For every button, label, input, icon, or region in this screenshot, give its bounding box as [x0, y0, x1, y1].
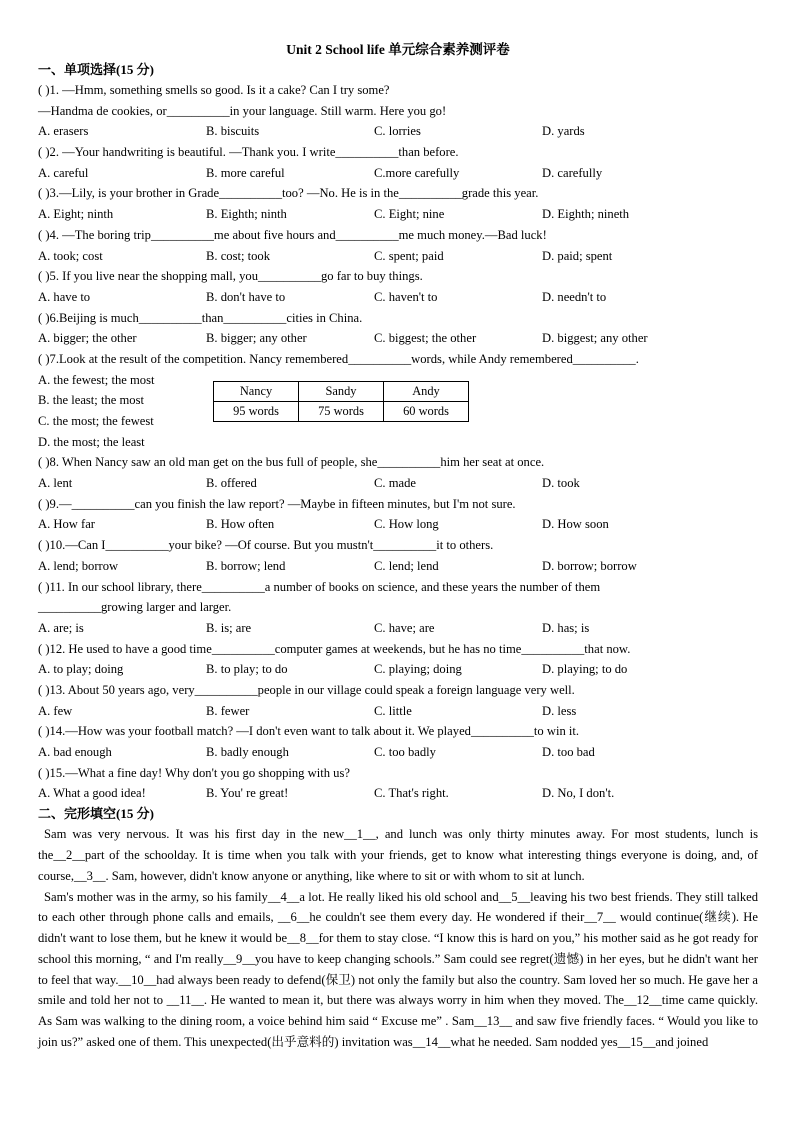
question-3-options — [38, 204, 758, 225]
question-9-stem: ( )9.—__________can you finish the law report? —Maybe in fifteen minutes, but I'm not sure. — [38, 496, 516, 511]
question-10-option-d[interactable]: D. borrow; borrow — [542, 558, 637, 573]
results-table-cell: Andy — [384, 381, 469, 401]
question-6-options — [38, 328, 758, 349]
question-13-option-c[interactable]: C. little — [374, 703, 412, 718]
question-14-options — [38, 742, 758, 763]
question-11-stem: __________growing larger and larger. — [38, 600, 232, 615]
section2-heading: 二、完形填空(15 分) — [38, 806, 154, 822]
page-title: Unit 2 School life 单元综合素养测评卷 — [286, 42, 510, 57]
question-11-option-b[interactable]: B. is; are — [206, 620, 252, 635]
question-3-option-c[interactable]: C. Eight; nine — [374, 207, 445, 222]
question-14-option-b[interactable]: B. badly enough — [206, 745, 289, 760]
question-13-option-b[interactable]: B. fewer — [206, 703, 250, 718]
question-13-options — [38, 701, 758, 722]
question-8-option-c[interactable]: C. made — [374, 476, 416, 491]
question-9-option-c[interactable]: C. How long — [374, 517, 439, 532]
exam-page — [38, 40, 758, 1053]
question-7-option-c[interactable]: C. the most; the fewest — [38, 414, 154, 428]
question-10-stem: ( )10.—Can I__________your bike? —Of course. But you mustn't__________it to others. — [38, 538, 494, 553]
question-8-option-a[interactable]: A. lent — [38, 476, 73, 491]
question-5-option-b[interactable]: B. don't have to — [206, 289, 286, 304]
question-3-option-d[interactable]: D. Eighth; nineth — [542, 207, 630, 222]
results-table-row — [214, 381, 469, 401]
question-5-option-c[interactable]: C. haven't to — [374, 289, 438, 304]
question-14-option-a[interactable]: A. bad enough — [38, 745, 112, 760]
question-13-stem: ( )13. About 50 years ago, very__________people in our village could speak a foreign language very well. — [38, 682, 575, 697]
question-1-option-b[interactable]: B. biscuits — [206, 124, 260, 139]
question-1-option-a[interactable]: A. erasers — [38, 124, 89, 139]
question-2-stem: ( )2. —Your handwriting is beautiful. —Thank you. I write__________than before. — [38, 145, 459, 160]
question-2-option-b[interactable]: B. more careful — [206, 165, 285, 180]
question-9-option-d[interactable]: D. How soon — [542, 517, 609, 532]
question-11-option-a[interactable]: A. are; is — [38, 620, 84, 635]
question-7-option-b[interactable]: B. the least; the most — [38, 393, 144, 408]
question-11-option-c[interactable]: C. have; are — [374, 620, 435, 635]
question-12-option-c[interactable]: C. playing; doing — [374, 662, 462, 677]
question-15-option-c[interactable]: C. That's right. — [374, 786, 449, 801]
question-15-options — [38, 783, 758, 804]
question-11-option-d[interactable]: D. has; is — [542, 620, 590, 635]
question-1-option-c[interactable]: C. lorries — [374, 124, 421, 139]
question-6-option-d[interactable]: D. biggest; any other — [542, 331, 648, 346]
question-4-option-a[interactable]: A. took; cost — [38, 248, 103, 263]
results-table — [213, 381, 469, 422]
question-3-stem: ( )3.—Lily, is your brother in Grade__________too? —No. He is in the__________grade this year. — [38, 186, 539, 201]
question-4-stem: ( )4. —The boring trip__________me about five hours and__________me much money.—Bad luck! — [38, 227, 547, 242]
question-9-option-a[interactable]: A. How far — [38, 517, 96, 532]
question-6-option-c[interactable]: C. biggest; the other — [374, 331, 477, 346]
question-11-options — [38, 618, 758, 639]
question-14-stem: ( )14.—How was your football match? —I don't even want to talk about it. We played__________to win it. — [38, 724, 580, 739]
results-table-cell: 75 words — [299, 401, 384, 421]
question-12-option-d[interactable]: D. playing; to do — [542, 662, 628, 677]
question-6-stem: ( )6.Beijing is much__________than__________cities in China. — [38, 310, 363, 325]
question-1-stem: ( )1. —Hmm, something smells so good. Is it a cake? Can I try some? — [38, 83, 390, 97]
cloze-paragraph: Sam's mother was in the army, so his family__4__a lot. He really liked his old school and__5__leaving his two best friends. They still talked to each other through phone calls and emails, __6__he couldn't see them every day. He wondered if their__7__ would continue(继续). He didn't want to lose them, but he knew it would be__8__for them to stay close. “I know this is hard on you,” his mother said as he got ready for school this morning, “ and I'm really__9__you have to keep changing schools.” Sam could see regret(遗憾) in her eyes, but he didn't want her to feel that way.__10__had always been ready to defend(保卫) not only the family but also the country. Sam loved her so much. He gave her a smile and told her not to __11__. He wanted to mean it, but there was always worry in him when they moved. The__12__time came quickly. As Sam was walking to the dining room, a voice behind him said “ Excuse me” . Sam__13__ and saw five friendly faces. “ Would you like to join us?” asked one of them. This unexpected(出乎意料的) invitation was__14__what he needed. Sam nodded yes__15__and joined — [38, 889, 758, 1050]
question-10-option-c[interactable]: C. lend; lend — [374, 558, 439, 573]
question-3-option-a[interactable]: A. Eight; ninth — [38, 207, 114, 222]
question-12-stem: ( )12. He used to have a good time__________computer games at weekends, but he has no time__________that now. — [38, 641, 631, 656]
question-10-option-b[interactable]: B. borrow; lend — [206, 558, 286, 573]
question-7-option-d[interactable]: D. the most; the least — [38, 434, 145, 449]
question-11-stem: ( )11. In our school library, there__________a number of books on science, and these years the number of them — [38, 579, 601, 594]
question-14-option-c[interactable]: C. too badly — [374, 745, 436, 760]
question-2-options — [38, 163, 758, 184]
question-9-option-b[interactable]: B. How often — [206, 517, 275, 532]
question-9-options — [38, 514, 758, 535]
question-6-option-a[interactable]: A. bigger; the other — [38, 331, 137, 346]
question-4-option-b[interactable]: B. cost; took — [206, 248, 271, 263]
question-7-options-with-table — [38, 370, 758, 453]
question-2-option-c[interactable]: C.more carefully — [374, 165, 460, 180]
question-3-option-b[interactable]: B. Eighth; ninth — [206, 207, 287, 222]
section1-heading: 一、单项选择(15 分) — [38, 62, 154, 77]
results-table-cell: 60 words — [384, 401, 469, 421]
question-5-option-d[interactable]: D. needn't to — [542, 289, 607, 304]
cloze-passage — [38, 824, 758, 1053]
question-15-stem: ( )15.—What a fine day! Why don't you go shopping with us? — [38, 765, 350, 780]
results-table-cell: Sandy — [299, 381, 384, 401]
question-14-option-d[interactable]: D. too bad — [542, 745, 595, 760]
results-table-cell: Nancy — [214, 381, 299, 401]
question-15-option-a[interactable]: A. What a good idea! — [38, 786, 146, 801]
question-13-option-a[interactable]: A. few — [38, 703, 73, 718]
question-7-option-a[interactable]: A. the fewest; the most — [38, 372, 155, 387]
question-15-option-b[interactable]: B. You' re great! — [206, 786, 289, 801]
question-7-stem: ( )7.Look at the result of the competition. Nancy remembered__________words, while Andy remembered__________. — [38, 351, 639, 366]
question-8-stem: ( )8. When Nancy saw an old man get on the bus full of people, she__________him her seat at once. — [38, 455, 545, 470]
question-12-option-a[interactable]: A. to play; doing — [38, 662, 124, 677]
question-2-option-d[interactable]: D. carefully — [542, 165, 603, 180]
question-8-option-d[interactable]: D. took — [542, 476, 580, 491]
question-1-stem: —Handma de cookies, or__________in your language. Still warm. Here you go! — [38, 103, 447, 118]
section1-questions — [38, 80, 758, 804]
question-15-option-d[interactable]: D. No, I don't. — [542, 786, 615, 801]
question-1-options — [38, 121, 758, 142]
question-10-options — [38, 556, 758, 577]
question-8-option-b[interactable]: B. offered — [206, 476, 257, 491]
question-4-option-d[interactable]: D. paid; spent — [542, 248, 613, 263]
question-2-option-a[interactable]: A. careful — [38, 165, 89, 180]
question-12-option-b[interactable]: B. to play; to do — [206, 662, 288, 677]
question-5-stem: ( )5. If you live near the shopping mall, you__________go far to buy things. — [38, 269, 423, 284]
question-5-options — [38, 287, 758, 308]
question-10-option-a[interactable]: A. lend; borrow — [38, 558, 119, 573]
cloze-paragraph: Sam was very nervous. It was his first day in the new__1__, and lunch was only thirty minutes away. For most students, lunch is the__2__part of the schoolday. It is time when you talk with your friends, get to know what interesting things everyone is doing, and, of course,__3__. Sam, however, didn't know anyone or anything, like where to sit or with whom to sit at lunch. — [38, 827, 758, 883]
question-12-options — [38, 659, 758, 680]
results-table-cell: 95 words — [214, 401, 299, 421]
results-table-row — [214, 401, 469, 421]
question-6-option-b[interactable]: B. bigger; any other — [206, 331, 307, 346]
question-5-option-a[interactable]: A. have to — [38, 289, 91, 304]
question-4-option-c[interactable]: C. spent; paid — [374, 248, 444, 263]
question-1-option-d[interactable]: D. yards — [542, 124, 585, 139]
question-4-options — [38, 246, 758, 267]
question-8-options — [38, 473, 758, 494]
question-13-option-d[interactable]: D. less — [542, 703, 577, 718]
